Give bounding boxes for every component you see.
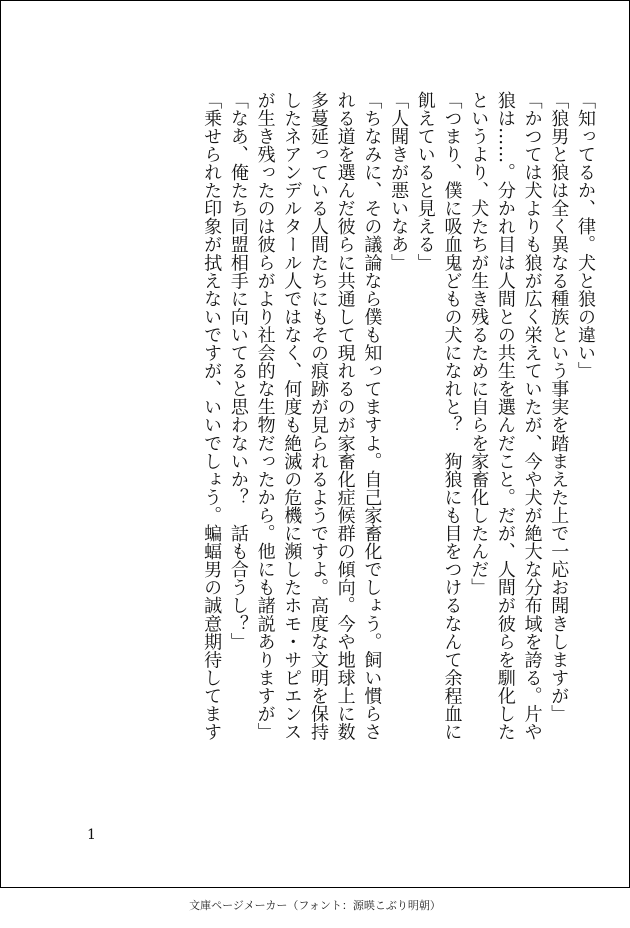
- text-line: したネアンデルタール人ではなく、何度も絶滅の危機に瀕したホモ・サピエンス: [281, 91, 303, 741]
- text-line: れる道を選んだ彼らに共通して現れるのが家畜化症候群の傾向。今や地球上に数: [334, 91, 356, 741]
- text-line: 「狼男と狼は全く異なる種族という事実を踏まえた上で一応お聞きしますが」: [548, 91, 570, 723]
- text-line: 多蔓延っている人間たちにもその痕跡が見られるようですよ。高度な文明を保持: [307, 91, 329, 741]
- text-line: 「人聞きが悪いなあ」: [388, 91, 410, 272]
- text-line: 「ちなみに、その議論なら僕も知ってますよ。自己家畜化でしょう。飼い慣らさ: [361, 91, 383, 741]
- text-line: というより、犬たちが生き残るために自らを家畜化したんだ」: [468, 91, 490, 597]
- vertical-text-block: [197, 91, 598, 771]
- text-line: 「乗せられた印象が拭えないですが、いいでしょう。蝙蝠男の誠意期待してます: [201, 91, 223, 741]
- text-line: 飢えていると見える」: [414, 91, 436, 272]
- text-line: 狼は……。分かれ目は人間との共生を選んだこと。だが、人間が彼らを馴化した: [494, 91, 516, 741]
- text-line: 「なあ、俺たち同盟相手に向いてると思わないか？ 話も合うし？」: [227, 91, 249, 651]
- text-line: が生き残ったのは彼らがより社会的な生物だったから。他にも諸説ありますが」: [254, 91, 276, 741]
- text-line: 「つまり、僕に吸血鬼どもの犬になれと？ 狗狼にも目をつけるなんて余程血に: [441, 91, 463, 741]
- footer-credit: 文庫ページメーカー（フォント：源暎こぶり明朝）: [189, 899, 441, 912]
- page-number: 1: [87, 827, 96, 843]
- text-line: 「知ってるか、律。犬と狼の違い」: [575, 91, 596, 380]
- text-line: 「かつては犬よりも狼が広く栄えていたが、今や犬が絶大な分布域を誇る。片や: [521, 91, 543, 741]
